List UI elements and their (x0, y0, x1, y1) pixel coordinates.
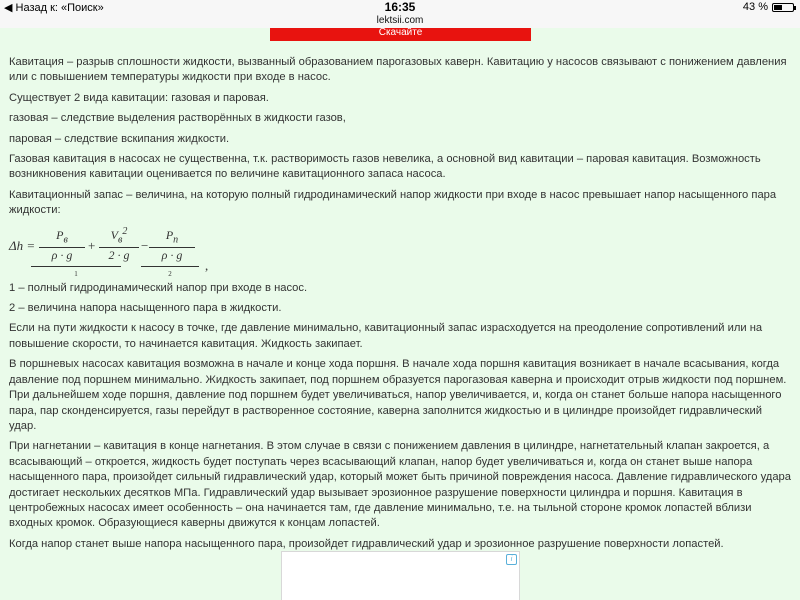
formula-comma: , (205, 257, 209, 273)
page-content (0, 28, 800, 600)
url-text: lektsii.com (376, 15, 424, 26)
paragraph: 2 – величина напора насыщенного пара в жидкости. (9, 302, 282, 315)
term2-num-sub: в (118, 234, 123, 246)
formula-lhs: Δh = (9, 237, 36, 253)
paragraph: Когда напор станет выше напора насыщенного пара, произойдет гидравлический удар и эрозионное разрушение поверхности лопастей. (9, 537, 724, 550)
formula-mark-2: 2 (141, 266, 199, 282)
paragraph: В поршневых насосах кавитация возможна в начале и конце хода поршня. В начале хода поршня кавитация возникает в начале всасывания, когда давление под поршнем минимально. Жидкость закипает, под поршнем образуется парогазовая каверна и происходит отрыв жидкости под поршнем. При дальнейшем ходе поршня, давление под поршнем будет увеличиваться, напор увеличивается, и, когда он станет больше напора насыщенного пара, пар сконденсируется, газы перейдут в растворенное состояние, каверна заполнится жидкостью и в цилиндре произойдет гидравлический удар. (9, 358, 787, 432)
paragraph: Газовая кавитация в насосах не существенна, т.к. растворимость газов невелика, а основной вид кавитации – паровая кавитация. Возможность возникновения кавитации оценивается по величине кавитационного запаса насоса. (9, 153, 761, 181)
formula-plus: + (88, 237, 96, 253)
paragraph: газовая – следствие выделения растворённых в жидкости газов, (9, 112, 346, 125)
cavitation-formula (9, 224, 791, 276)
term2-den: 2 · g (108, 248, 130, 263)
paragraph: 1 – полный гидродинамический напор при входе в насос. (9, 281, 308, 294)
paragraph: Кавитационный запас – величина, на которую полный гидродинамический напор жидкости при входе в насос превышает напор насыщенного пара жидкости: (9, 188, 777, 217)
formula-term-2 (99, 224, 139, 264)
ad-info-icon[interactable]: i (506, 554, 517, 565)
battery-indicator (743, 1, 794, 13)
formula-term-1 (39, 228, 85, 264)
status-bar (0, 0, 800, 14)
paragraph: При нагнетании – кавитация в конце нагнетания. В этом случае в связи с понижением давления в цилиндре, нагнетательный клапан закроется, а всасывающий – откроется, жидкость будет поступать через всасывающий клапан, напор будет увеличиваться и, когда он станет выше напора насыщенного пара, произойдет сильный гидравлический удар, который может быть причиной повреждения насоса. Давление гидравлического удара достигает нескольких десятков МПа. Гидравлический удар вызывает эрозионное разрушение поверхности цилиндра и поршня. Кавитация в центробежных насосах имеет особенность – она начинается там, где давление минимально, т.е. на тыльной стороне кромок лопастей вблизи входных кромок. Образующиеся каверны движутся к концам лопастей. (9, 440, 791, 530)
formula-minus: − (141, 237, 149, 253)
term3-den: ρ · g (161, 248, 183, 263)
address-bar[interactable] (0, 14, 800, 28)
term1-den: ρ · g (51, 248, 73, 263)
term1-num: P (56, 227, 64, 242)
battery-fill (774, 5, 782, 10)
download-button[interactable]: Скачайте (270, 28, 531, 41)
article-body (9, 55, 791, 557)
formula-mark-1: 1 (31, 266, 121, 282)
paragraph: паровая – следствие вскипания жидкости. (9, 132, 230, 145)
battery-icon (772, 3, 794, 12)
term3-num-sub: п (173, 234, 179, 246)
term2-num-sup: 2 (122, 225, 128, 237)
paragraph: Существует 2 вида кавитации: газовая и паровая. (9, 91, 269, 104)
paragraph: Кавитация – разрыв сплошности жидкости, вызванный образованием парогазовых каверн. Кавитацию у насосов связывают с понижением давления или с повышением температуры жидкости при входе в насос. (9, 56, 787, 84)
battery-percent: 43 % (742, 1, 768, 13)
term2-num: V (110, 227, 118, 242)
advertisement-box[interactable] (281, 551, 520, 600)
paragraph: Если на пути жидкости к насосу в точке, где давление минимально, кавитационный запас израсходуется на преодоление сопротивлений или на повышение скорости, то начинается кавитация. Жидкость закипает. (9, 322, 763, 350)
term3-num: P (165, 227, 174, 242)
clock: 16:35 (384, 0, 416, 14)
formula-term-3 (149, 228, 195, 264)
term1-num-sub: в (63, 234, 68, 246)
back-to-search-link[interactable]: ◀ Назад к: «Поиск» (4, 2, 104, 14)
